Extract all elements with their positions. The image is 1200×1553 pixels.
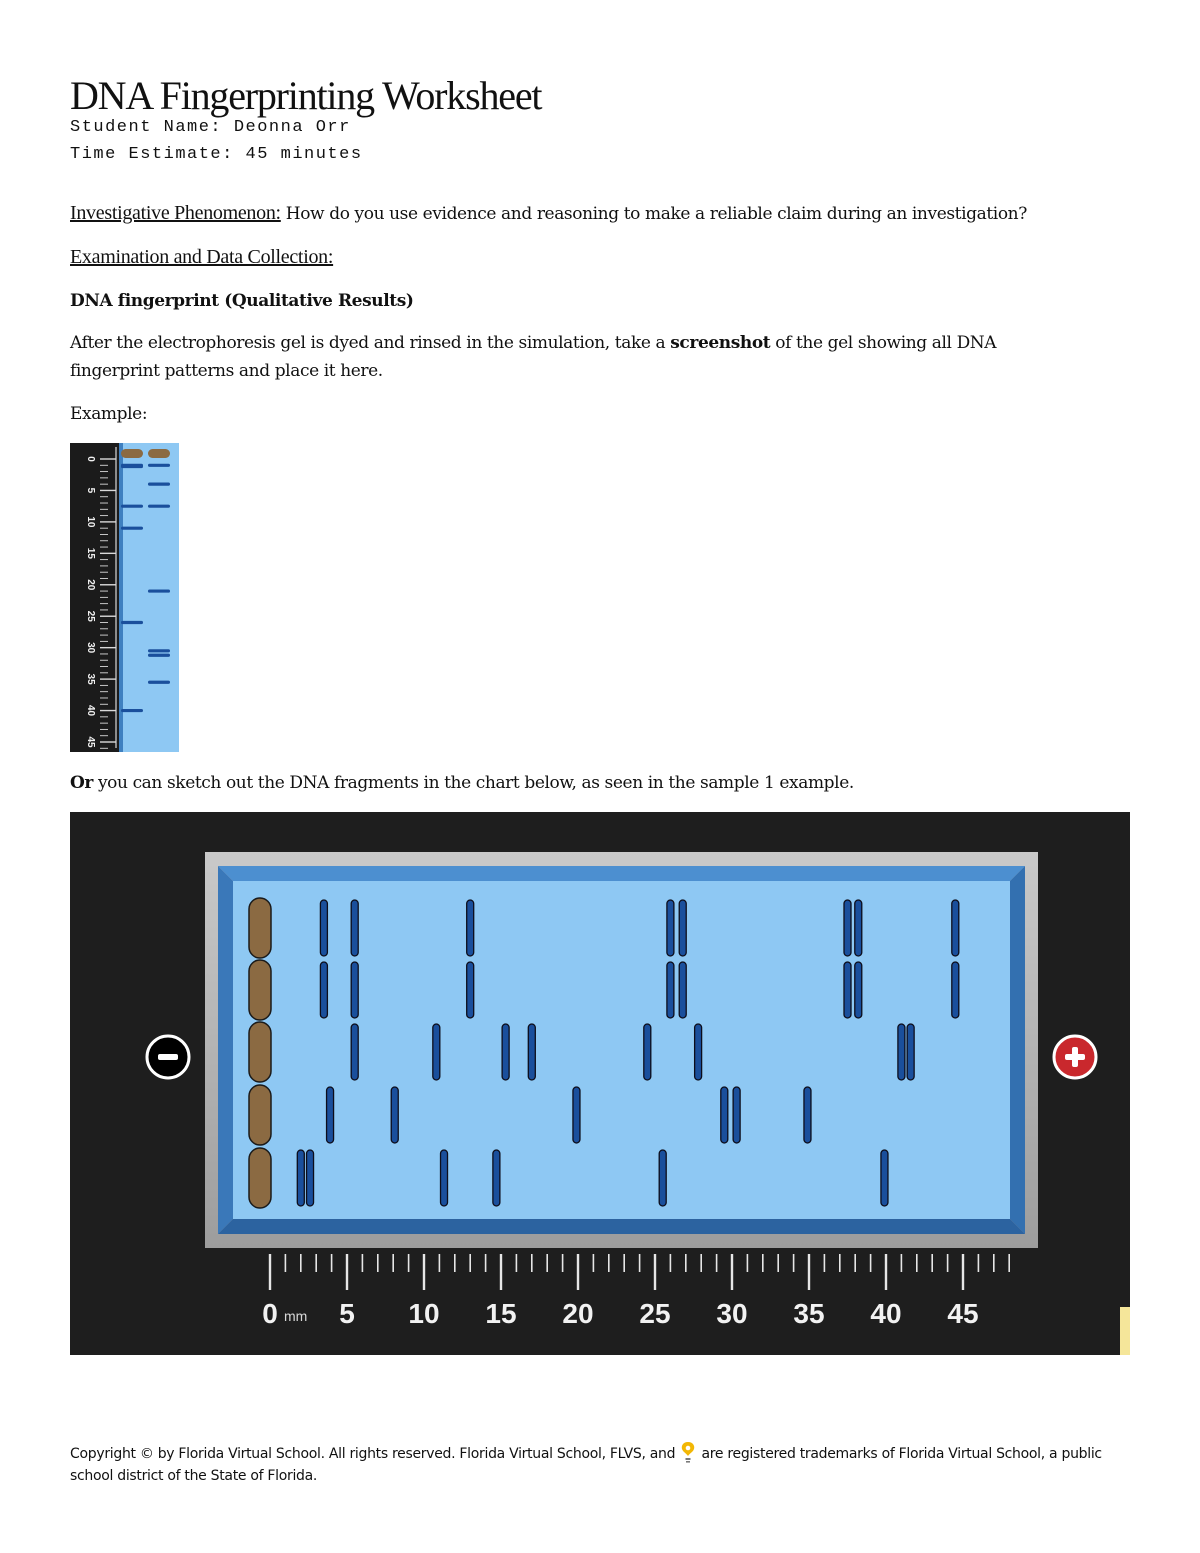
phenomenon-line: [70, 199, 1027, 228]
example-label: Example:: [70, 404, 148, 424]
flvs-logo-icon: [679, 1440, 697, 1464]
dna-band: [467, 962, 474, 1018]
ruler-label: 5: [339, 1298, 355, 1329]
dna-band: [573, 1087, 580, 1143]
dna-band: [679, 962, 686, 1018]
ruler-label: 35: [85, 673, 96, 685]
dna-band: [493, 1150, 500, 1206]
ruler-label: 45: [85, 736, 96, 748]
dna-band: [307, 1150, 314, 1206]
ruler-label: 20: [562, 1298, 594, 1329]
dna-band: [327, 1087, 334, 1143]
dna-band: [148, 464, 170, 467]
dna-band: [898, 1024, 905, 1080]
ruler-label: 40: [85, 704, 96, 717]
dna-band: [721, 1087, 728, 1143]
gel-well: [121, 449, 143, 458]
dna-band: [855, 962, 862, 1018]
dna-band: [121, 465, 143, 468]
ruler-label: 35: [793, 1298, 825, 1329]
dna-band: [952, 900, 959, 956]
dna-band: [297, 1150, 304, 1206]
ruler-label: 30: [716, 1298, 748, 1329]
screenshot-emphasis: screenshot: [670, 333, 771, 353]
gel-well: [249, 960, 271, 1020]
dna-band: [433, 1024, 440, 1080]
gel-well: [249, 1085, 271, 1145]
dna-band: [320, 962, 327, 1018]
time-estimate: Time Estimate: 45 minutes: [70, 145, 363, 164]
ruler-label: 0: [262, 1298, 278, 1329]
dna-band: [441, 1150, 448, 1206]
dna-band: [121, 505, 143, 508]
phenomenon-text: How do you use evidence and reasoning to make a reliable claim during an investigation?: [280, 204, 1027, 224]
dna-band: [320, 900, 327, 956]
dna-band: [952, 962, 959, 1018]
section-heading: Examination and Data Collection:: [70, 246, 334, 268]
page-title: DNA Fingerprinting Worksheet: [70, 73, 542, 118]
gel-wells: [249, 898, 271, 1208]
dna-band: [148, 483, 170, 486]
dna-band: [351, 1024, 358, 1080]
minus-icon: [158, 1054, 178, 1060]
example-gel-image: [70, 443, 179, 752]
dna-band: [121, 527, 143, 530]
dna-band: [467, 900, 474, 956]
ruler-label: 30: [85, 642, 96, 654]
dna-band: [502, 1024, 509, 1080]
dna-band: [351, 962, 358, 1018]
ruler-label: 25: [639, 1298, 671, 1329]
dna-band: [528, 1024, 535, 1080]
copyright-footer: Copyright © by Florida Virtual School. All rights reserved. Florida Virtual School, FLVS, and are registered trademarks of Florida Virtual School, a public school district of the State of Florida.: [70, 1440, 1140, 1487]
ruler-label: 10: [408, 1298, 440, 1329]
gel-well: [249, 898, 271, 958]
dna-band: [667, 900, 674, 956]
dna-band: [351, 900, 358, 956]
negative-electrode: [147, 1036, 189, 1078]
dna-band: [148, 589, 170, 592]
gel-well: [148, 449, 170, 458]
ruler-label: 40: [870, 1298, 902, 1329]
student-name: Student Name: Deonna Orr: [70, 118, 351, 137]
gel-well: [249, 1148, 271, 1208]
or-line: Or you can sketch out the DNA fragments in the chart below, as seen in the sample 1 example.: [70, 773, 854, 793]
dna-band: [667, 962, 674, 1018]
dna-band: [804, 1087, 811, 1143]
ruler-label: 5: [85, 487, 96, 494]
ruler-label: 20: [85, 579, 96, 591]
instruction-line-2: fingerprint patterns and place it here.: [70, 361, 383, 381]
example-gel-frame: [119, 443, 123, 752]
positive-electrode: [1054, 1036, 1096, 1078]
instruction-line-1: After the electrophoresis gel is dyed and rinsed in the simulation, take a screenshot of the gel showing all DNA: [70, 333, 997, 353]
ruler-label: 0: [85, 456, 96, 462]
dna-band: [695, 1024, 702, 1080]
dna-band: [679, 900, 686, 956]
dna-band: [148, 649, 170, 652]
dna-band: [733, 1087, 740, 1143]
dna-band: [391, 1087, 398, 1143]
ruler-label: 45: [947, 1298, 979, 1329]
phenomenon-label: Investigative Phenomenon:: [70, 202, 281, 224]
subheading: DNA fingerprint (Qualitative Results): [70, 291, 414, 311]
gel-well: [249, 1022, 271, 1082]
dna-band: [844, 962, 851, 1018]
dna-band: [148, 505, 170, 508]
dna-band: [881, 1150, 888, 1206]
ruler-unit: mm: [284, 1308, 308, 1324]
dna-band: [844, 900, 851, 956]
or-emphasis: Or: [70, 773, 93, 793]
ruler-label: 15: [485, 1298, 517, 1329]
gel-slab: [233, 881, 1010, 1219]
ruler-label: 15: [85, 547, 96, 559]
dna-band: [148, 681, 170, 684]
gel-electrophoresis-image: [70, 812, 1130, 1355]
example-gel-strip: [119, 443, 179, 752]
ruler-label: 10: [85, 516, 96, 528]
ruler-label: 25: [85, 610, 96, 622]
dna-band: [855, 900, 862, 956]
dna-band: [121, 621, 143, 624]
dna-band: [659, 1150, 666, 1206]
yellow-edge-marker: [1120, 1307, 1130, 1355]
dna-band: [148, 654, 170, 657]
section-heading-line: [70, 243, 333, 272]
dna-band: [644, 1024, 651, 1080]
dna-band: [907, 1024, 914, 1080]
dna-band: [121, 709, 143, 712]
